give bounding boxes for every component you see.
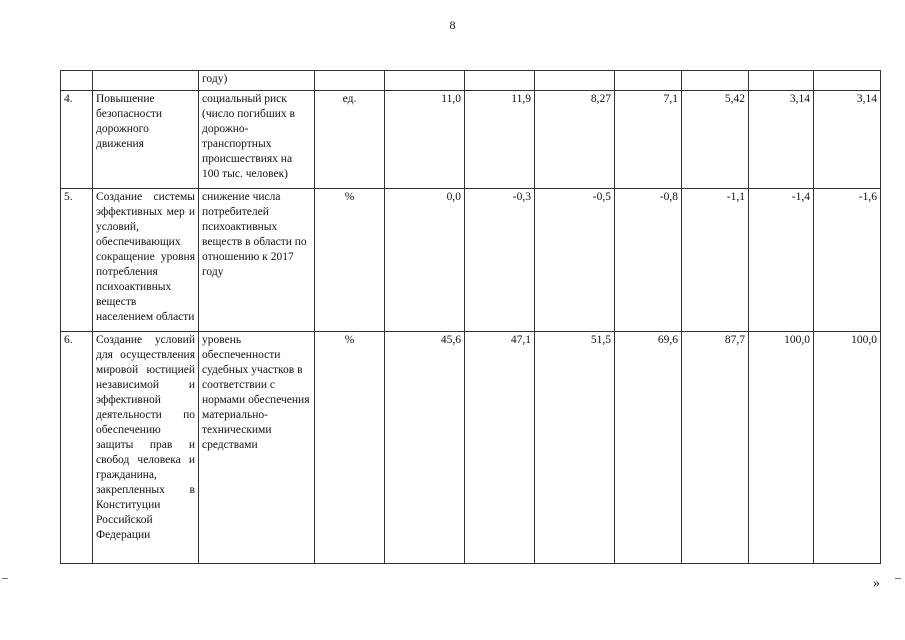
cell-value: -0,5 <box>535 189 615 332</box>
table-row <box>61 91 881 189</box>
cell-unit: % <box>315 189 385 332</box>
table-row-carry-over <box>61 71 881 91</box>
cell-value: 45,6 <box>385 332 465 564</box>
cell-value: 7,1 <box>615 91 682 189</box>
indicators-table <box>60 70 881 564</box>
cell-value: 8,27 <box>535 91 615 189</box>
cell-unit: ед. <box>315 91 385 189</box>
cell-value: 11,0 <box>385 91 465 189</box>
cell-value: 11,9 <box>465 91 535 189</box>
cell-num: 5. <box>61 189 93 332</box>
page-number: 8 <box>449 18 456 32</box>
cell-value: 5,42 <box>682 91 749 189</box>
cell-value: 47,1 <box>465 332 535 564</box>
cell-goal: Создание условий для осуществления мировой юстицией независимой и эффективной деятельности по обеспечению защиты прав и свобод человека и гражданина, закрепленных в Конституции Российской Федерации <box>93 332 199 564</box>
cell-value: 87,7 <box>682 332 749 564</box>
scan-edge-mark <box>2 578 8 579</box>
cell-value: 100,0 <box>749 332 814 564</box>
cell-num: 4. <box>61 91 93 189</box>
cell-goal: Создание системы эффективных мер и условий, обеспечивающих сокращение уровня потребления психоактивных веществ населением области <box>93 189 199 332</box>
cell-num: 6. <box>61 332 93 564</box>
cell-value: 100,0 <box>814 332 881 564</box>
cell-indicator: году) <box>199 71 315 91</box>
cell-value: 0,0 <box>385 189 465 332</box>
cell-value: -0,3 <box>465 189 535 332</box>
table-row <box>61 189 881 332</box>
cell-value: 69,6 <box>615 332 682 564</box>
cell-goal: Повышение безопасности дорожного движения <box>93 91 199 189</box>
cell-value: -1,1 <box>682 189 749 332</box>
cell-value: -1,6 <box>814 189 881 332</box>
cell-num <box>61 71 93 91</box>
cell-value: 51,5 <box>535 332 615 564</box>
cell-value: 3,14 <box>814 91 881 189</box>
cell-value: -0,8 <box>615 189 682 332</box>
closing-quote: » <box>873 576 880 591</box>
cell-indicator: социальный риск (число погибших в дорожно-транспортных происшествиях на 100 тыс. человек) <box>199 91 315 189</box>
cell-indicator: уровень обеспеченности судебных участков в соответствии с нормами обеспечения материально-техническими средствами <box>199 332 315 564</box>
table-row <box>61 332 881 564</box>
cell-indicator: снижение числа потребителей психоактивных веществ в области по отношению к 2017 году <box>199 189 315 332</box>
scan-edge-mark <box>895 578 901 579</box>
cell-unit <box>315 71 385 91</box>
cell-value: -1,4 <box>749 189 814 332</box>
cell-goal <box>93 71 199 91</box>
cell-unit: % <box>315 332 385 564</box>
cell-value: 3,14 <box>749 91 814 189</box>
